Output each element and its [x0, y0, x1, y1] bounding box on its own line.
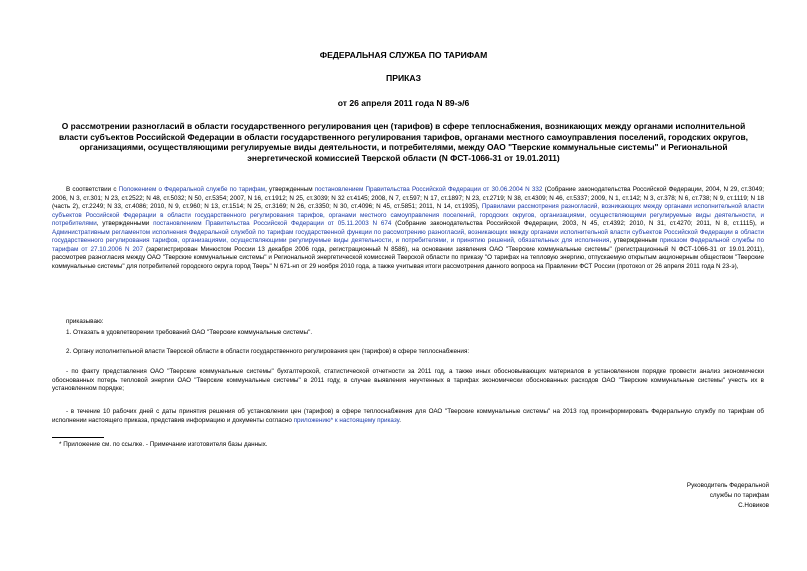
footnote-divider — [52, 437, 104, 438]
preamble-text: (зарегистрирован Минюстом России 13 декабря 2006 года, регистрационный N 8586), на основании заявления ОАО "Тверские коммунальные системы" (регистрационный N ФСТ-1066-31 от 19.01.2011), рассмотрев разногласия между ОАО "Тверские коммунальные системы" и Региональной энергетической комиссией Тверской области по приказу "О тарифах на тепловую энергию, отпускаемую открытым акционерным обществом "Тверские коммунальные системы" для потребителей городского округа город Тверь" N 671-нп от 29 ноября 2010 года, а также учитывая итоги рассмотрения данного вопроса на Правлении ФСТ России (протокол от 26 апреля 2011 года N 23-э), — [52, 245, 764, 270]
signature-name: С.Новиков — [738, 502, 769, 509]
order-item-2: 2. Органу исполнительной власти Тверской области в области государственного регулирования цен (тарифов) в сфере теплоснабжения: — [66, 348, 470, 355]
link-appendix[interactable]: приложению* к настоящему приказу — [293, 416, 400, 424]
link-fst-regulation[interactable]: Положением о Федеральной службе по тарифам — [118, 186, 266, 193]
subitem-text: - в течение 10 рабочих дней с даты принятия решения об установлении цен (тарифов) в сфере теплоснабжения для ОАО "Тверские коммунальные системы" на 2013 год проинформировать Федеральную службу по тарифам об исполнении настоящего приказа, представив информацию и документы согласно — [52, 408, 764, 424]
link-dispute-rules[interactable]: Правилами рассмотрения разногласий, возникающих между органами исполнительной власти субъектов Российской Федерации в области государственного регулирования тарифов, органами местного самоуправления поселений, городских округов, организациями, осуществляющими регулируемые виды деятельности, и потребителями — [52, 203, 764, 227]
agency-title: ФЕДЕРАЛЬНАЯ СЛУЖБА ПО ТАРИФАМ — [319, 50, 488, 60]
subitem-text: . — [399, 416, 401, 424]
footnote: * Приложение см. по ссылке. - Примечание изготовителя базы данных. — [59, 441, 268, 448]
order-item-1: 1. Отказать в удовлетворении требований ОАО "Тверские коммунальные системы". — [66, 329, 313, 336]
document-subject: О рассмотрении разногласий в области государственного регулирования цен (тарифов) в сфере теплоснабжения, возникающих между органами исполнительной власти субъектов Российской Федерации в области государственного регулирования тарифов, органами местного самоуправления поселений, городских округов, организациями, осуществляющими регулируемые виды деятельности, и потребителями, между ОАО "Тверские коммунальные системы" и Региональной энергетической комиссией Тверской области (N ФСТ-1066-31 от 19.01.2011) — [58, 121, 749, 163]
preamble-text: В соответствии с — [66, 186, 119, 193]
preamble-paragraph — [52, 186, 764, 271]
preamble-text: , утвержденными — [96, 220, 154, 227]
preamble-text: (Собрание законодательства Российской Федерации, 2003, N 45, ст.4392; 2010, N 31, ст.4270; 2011, N 8, ст.1115), и — [391, 220, 764, 227]
preamble-text: , утвержденным — [609, 237, 660, 244]
link-government-decree-674[interactable]: постановлением Правительства Российской Федерации от 05.11.2003 N 674 — [153, 220, 392, 227]
order-subitem-inform — [52, 408, 764, 425]
preamble-text: , утвержденным — [265, 186, 315, 193]
document-date-number: от 26 апреля 2011 года N 89-э/6 — [337, 98, 470, 108]
link-fst-order-207[interactable]: приказом Федеральной службы по тарифам от 27.10.2006 N 207 — [52, 237, 764, 253]
preamble-text: (Собрание законодательства Российской Федерации, 2004, N 29, ст.3049; 2006, N 3, ст.301; N 23, ст.2522; N 48, ст.5032; N 50, ст.5354; 2007, N 16, ст.1912; N 25, ст.3039; N 32 ст.4145; 2008, N 7, ст.597; N 17, ст.1897; N 23, ст.2719; N 38, ст.4309; N 46, ст.5337; 2009, N 1, ст.142; N 3, ст.378; N 6, ст.738; N 9, ст.1119; N 18 (часть 2), ст.2249; N 33, ст.4086; 2010, N 9, ст.960; N 13, ст.1514; N 25, ст.3169; N 26, ст.3350; N 30, ст.4096; N 45, ст.5851; 2011, N 14, ст.1935), — [52, 186, 765, 210]
link-government-decree-332[interactable]: постановлением Правительства Российской Федерации от 30.06.2004 N 332 — [314, 186, 543, 193]
document-type: ПРИКАЗ — [386, 73, 421, 83]
resolves-word: приказываю: — [66, 318, 104, 325]
signature-position: Руководитель Федеральной — [686, 482, 769, 489]
signature-organization: службы по тарифам — [709, 492, 769, 499]
order-subitem-analysis: - по факту представления ОАО "Тверские коммунальные системы" бухгалтерской, статистической отчетности за 2011 год, а также иных обосновывающих материалов в установленном порядке провести анализ экономически обоснованных потерь тепловой энергии ОАО "Тверские коммунальные системы" в 2011 году, в случае выявления неучтенных в тарифах экономически обоснованных расходов ОАО "Тверские коммунальные системы" учесть их в установленном порядке; — [52, 368, 764, 392]
link-administrative-regulation[interactable]: Административным регламентом исполнения Федеральной службой по тарифам государственной функции по рассмотрению разногласий, возникающих между органами исполнительной власти субъектов Российской Федерации в области государственного регулирования тарифов, организациями, осуществляющими регулируемые виды деятельности, и потребителями, и принятию решений, обязательных для исполнения — [52, 228, 764, 244]
